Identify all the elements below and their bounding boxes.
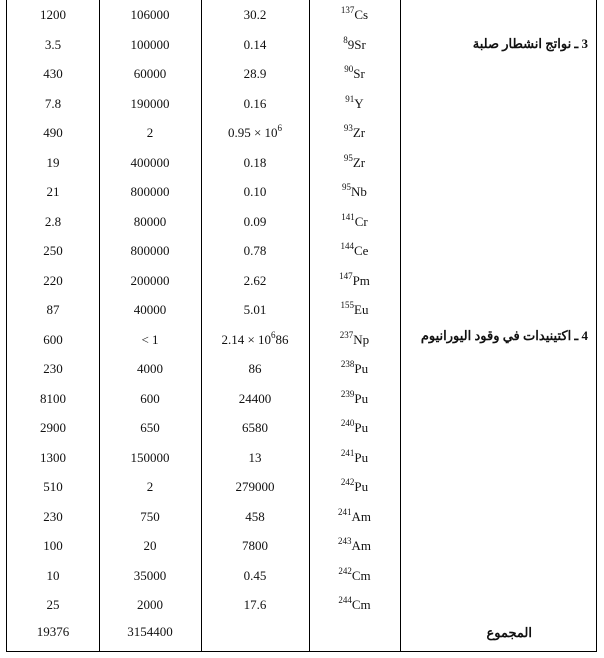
cell-value: 24400 <box>238 390 272 406</box>
element-symbol: Am <box>351 538 371 553</box>
table-cell: 2000 <box>137 597 163 612</box>
isotope-label <box>309 148 400 178</box>
table-cell <box>201 266 309 296</box>
cell-value: 86 <box>248 361 262 376</box>
isotope-label <box>309 472 400 502</box>
element-symbol: Nb <box>351 184 367 199</box>
table-cell: 2 <box>146 479 154 494</box>
table-cell <box>201 207 309 237</box>
isotope-label <box>309 207 400 237</box>
isotope-label <box>309 590 400 620</box>
table-cell <box>201 384 309 414</box>
category-fission-products: 3 ـ نواتج انشطار صلبة <box>472 36 588 51</box>
table-cell: 490 <box>43 125 63 140</box>
mass-number: 242 <box>338 565 352 576</box>
table-cell <box>201 148 309 178</box>
cell-value: 7800 <box>242 538 268 553</box>
cell-value: 0.45 <box>243 567 267 583</box>
table-cell: 35000 <box>133 567 167 583</box>
table-cell: < 1 <box>141 331 159 347</box>
isotope-label <box>309 443 400 473</box>
table-cell: 4000 <box>137 361 163 376</box>
element-symbol: Ce <box>354 243 369 258</box>
isotope-label <box>309 384 400 414</box>
isotope-label <box>309 30 400 60</box>
cell-value: 0.14 <box>243 36 267 52</box>
table-cell: 2900 <box>40 420 66 435</box>
mass-number: 93 <box>343 123 353 133</box>
mass-number: 238 <box>340 359 355 369</box>
isotope-label <box>309 413 400 443</box>
isotope-label <box>309 118 400 148</box>
table-cell: 800000 <box>130 243 170 258</box>
mass-number: 147 <box>339 270 353 281</box>
mass-number: 155 <box>340 300 355 310</box>
mass-number: 95 <box>343 152 353 163</box>
mass-number: 137 <box>340 5 355 15</box>
mass-number: 242 <box>340 477 355 487</box>
cell-value: 28.9 <box>243 66 267 81</box>
mass-number: 8 <box>343 34 348 45</box>
table-cell <box>201 354 309 384</box>
cell-value: 0.16 <box>243 95 267 111</box>
cell-value: 279000 <box>235 479 275 494</box>
table-cell <box>201 413 309 443</box>
table-cell: 87 <box>46 302 60 317</box>
element-symbol: Pu <box>354 479 369 494</box>
isotope-label <box>309 236 400 266</box>
table-cell: 600 <box>43 331 63 347</box>
isotope-label <box>309 266 400 296</box>
cell-exponent: 6 <box>271 329 276 340</box>
element-symbol: Cr <box>354 213 368 229</box>
table-cell: 25 <box>46 597 60 612</box>
table-cell: 600 <box>140 390 160 406</box>
table-cell: 510 <box>43 479 63 494</box>
table-cell <box>201 236 309 266</box>
element-symbol: Pu <box>354 390 369 406</box>
element-symbol: Eu <box>354 302 369 317</box>
cell-value: 458 <box>245 508 265 524</box>
cell-value: 5.01 <box>243 302 267 317</box>
table-cell: 100000 <box>130 36 170 52</box>
mass-number: 141 <box>341 211 355 222</box>
table-cell: 200000 <box>130 272 170 288</box>
isotope-label <box>309 0 400 30</box>
mass-number: 241 <box>340 447 355 458</box>
data-table <box>6 0 597 652</box>
table-cell: 3.5 <box>44 36 62 52</box>
table-cell: 106000 <box>130 7 170 22</box>
table-cell <box>201 89 309 119</box>
table-cell: 21 <box>46 184 60 199</box>
table-cell <box>201 0 309 30</box>
cell-value: 30.2 <box>243 7 267 22</box>
table-cell <box>201 295 309 325</box>
mass-number: 90 <box>344 64 354 74</box>
table-cell: 230 <box>43 508 63 524</box>
isotope-label <box>309 295 400 325</box>
total-column-2: 3154400 <box>127 624 173 639</box>
mass-number: 91 <box>345 93 355 104</box>
table-cell: 10 <box>46 567 60 583</box>
table-cell: 60000 <box>133 66 167 81</box>
table-cell <box>201 502 309 532</box>
table-cell <box>201 472 309 502</box>
cell-value: 0.10 <box>243 184 267 199</box>
cell-value: 13 <box>248 449 262 465</box>
table-cell: 250 <box>43 243 63 258</box>
table-cell: 220 <box>43 272 63 288</box>
table-cell <box>201 59 309 89</box>
table-cell: 80000 <box>133 213 167 229</box>
cell-value: 6580 <box>242 420 268 435</box>
mass-number: 237 <box>339 329 354 340</box>
table-cell: 1300 <box>40 449 66 465</box>
column-divider <box>400 0 401 651</box>
cell-value: 2.14 × 10 <box>221 331 272 347</box>
cell-value: 0.09 <box>243 213 267 229</box>
element-symbol: Pu <box>354 361 369 376</box>
cell-value: 17.6 <box>243 597 267 612</box>
element-symbol: Sr <box>353 66 365 81</box>
isotope-label <box>309 531 400 561</box>
isotope-label <box>309 502 400 532</box>
element-symbol: Pu <box>354 449 369 465</box>
table-cell: 650 <box>140 420 160 435</box>
table-cell <box>201 561 309 591</box>
table-cell: 430 <box>43 66 63 81</box>
element-symbol: Pm <box>352 272 370 288</box>
table-cell: 1200 <box>40 7 66 22</box>
table-cell: 190000 <box>130 95 170 111</box>
table-cell: 19 <box>46 154 60 170</box>
isotope-label <box>309 89 400 119</box>
isotope-label <box>309 177 400 207</box>
mass-number: 95 <box>342 182 352 192</box>
total-column-1: 19376 <box>36 624 70 639</box>
mass-number: 240 <box>340 418 355 428</box>
table-cell: 8100 <box>40 390 66 406</box>
mass-number: 239 <box>340 388 355 399</box>
isotope-label <box>309 561 400 591</box>
element-symbol: Y <box>354 95 364 111</box>
table-cell <box>201 325 309 355</box>
table-cell: 150000 <box>130 449 170 465</box>
mass-number: 144 <box>340 241 355 251</box>
table-cell <box>201 443 309 473</box>
table-cell <box>201 177 309 207</box>
table-cell <box>201 531 309 561</box>
cell-value-tail: 86 <box>275 331 289 347</box>
table-cell: 2 <box>146 125 154 140</box>
element-symbol: Cm <box>351 597 371 612</box>
table-cell: 100 <box>43 538 63 553</box>
element-symbol: Zr <box>352 125 366 140</box>
table-cell <box>201 590 309 620</box>
table-cell: 2.8 <box>44 213 62 229</box>
isotope-label <box>309 325 400 355</box>
table-cell: 20 <box>143 538 157 553</box>
element-symbol: Am <box>351 508 371 524</box>
table-cell: 230 <box>43 361 63 376</box>
cell-value: 2.62 <box>243 272 267 288</box>
isotope-label <box>309 59 400 89</box>
table-cell: 750 <box>140 508 160 524</box>
category-total: المجموع <box>486 625 532 640</box>
table-cell <box>201 30 309 60</box>
element-symbol: Np <box>353 331 370 347</box>
element-symbol: Zr <box>352 154 366 170</box>
element-symbol: Cm <box>351 567 371 583</box>
cell-exponent: 6 <box>277 123 283 133</box>
table-cell: 7.8 <box>44 95 62 111</box>
mass-number: 241 <box>338 506 352 517</box>
cell-value: 0.18 <box>243 154 267 170</box>
element-symbol: 9Sr <box>347 36 366 52</box>
element-symbol: Cs <box>354 7 369 22</box>
table-cell: 40000 <box>133 302 167 317</box>
category-actinides: 4 ـ اكتينيدات في وقود اليورانيوم <box>420 328 588 343</box>
mass-number: 244 <box>338 595 352 605</box>
element-symbol: Pu <box>354 420 369 435</box>
table-cell: 800000 <box>130 184 170 199</box>
table-cell <box>201 118 309 148</box>
cell-value: 0.95 × 10 <box>227 125 278 140</box>
cell-value: 0.78 <box>243 243 267 258</box>
mass-number: 243 <box>338 536 352 546</box>
table-cell: 400000 <box>130 154 170 170</box>
isotope-label <box>309 354 400 384</box>
